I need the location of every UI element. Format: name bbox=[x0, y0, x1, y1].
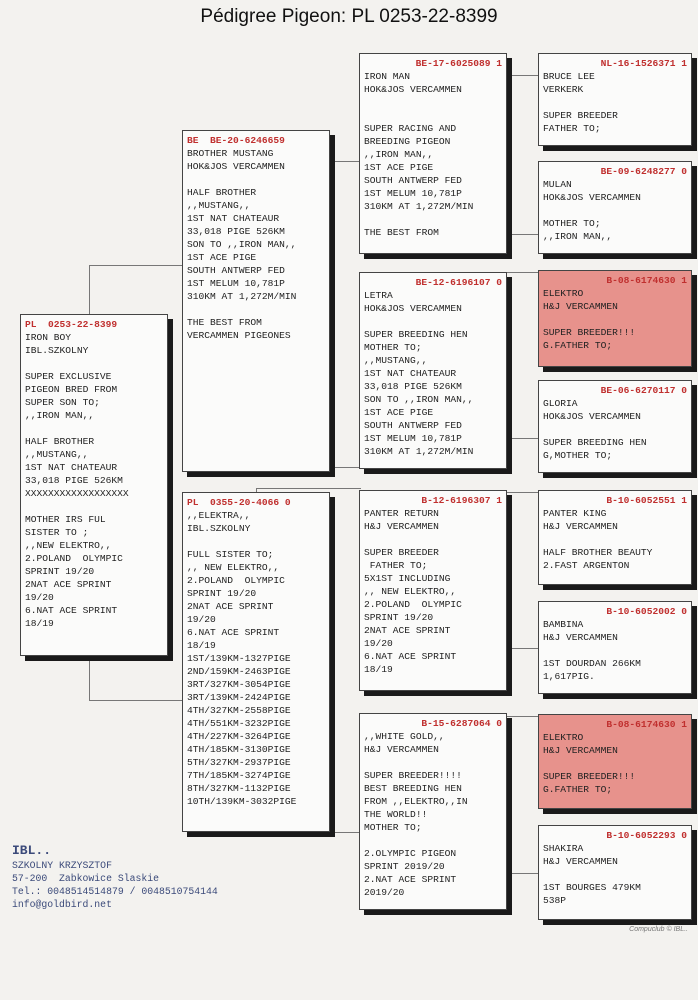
card-text-line bbox=[25, 500, 163, 513]
card-text-line: G,MOTHER TO; bbox=[543, 450, 613, 461]
card-text-line: 18/19 bbox=[364, 664, 393, 675]
card-text-line: 7TH/185KM-3274PIGE bbox=[187, 770, 291, 781]
card-text-line: 4TH/327KM-2558PIGE bbox=[187, 705, 291, 716]
card-text-line: IBL.SZKOLNY bbox=[187, 523, 251, 534]
card-lines bbox=[543, 842, 687, 907]
card-text-line bbox=[187, 303, 325, 316]
card-lines bbox=[543, 178, 687, 243]
card-text-line: MOTHER TO; bbox=[364, 822, 422, 833]
card-text-line: 6.NAT ACE SPRINT bbox=[25, 605, 118, 616]
card-text-line: SPRINT 2019/20 bbox=[364, 861, 445, 872]
card-text-line bbox=[364, 109, 502, 122]
ring-number: B-10-6052002 0 bbox=[606, 606, 687, 617]
card-lines bbox=[364, 507, 502, 676]
page-title: Pédigree Pigeon: PL 0253-22-8399 bbox=[200, 6, 498, 27]
ring-number: B-08-6174630 1 bbox=[606, 275, 687, 286]
card-text-line: 2.FAST ARGENTON bbox=[543, 560, 630, 571]
card-text-line: BEST BREEDING HEN bbox=[364, 783, 462, 794]
card-text-line bbox=[543, 423, 687, 436]
card-text-line: HOK&JOS VERCAMMEN bbox=[543, 411, 641, 422]
card-text-line bbox=[25, 357, 163, 370]
pigeon-card-dam-dam bbox=[359, 713, 507, 910]
card-text-line bbox=[543, 204, 687, 217]
pigeon-card-sire-dam bbox=[359, 272, 507, 469]
card-text-line: 10TH/139KM-3032PIGE bbox=[187, 796, 297, 807]
card-text-line: 1ST ACE PIGE bbox=[364, 407, 434, 418]
card-text-line: FATHER TO; bbox=[543, 123, 601, 134]
card-text-line: 4TH/227KM-3264PIGE bbox=[187, 731, 291, 742]
card-text-line: HALF BROTHER bbox=[187, 187, 257, 198]
card-text-line: H&J VERCAMMEN bbox=[364, 744, 439, 755]
ring-number: PL 0253-22-8399 bbox=[25, 319, 118, 330]
card-text-line: THE BEST FROM bbox=[187, 317, 262, 328]
card-text-line: 310KM AT 1,272M/MIN bbox=[187, 291, 297, 302]
card-text-line: SUPER SON TO; bbox=[25, 397, 100, 408]
card-lines bbox=[543, 287, 687, 352]
card-text-line: IRON MAN bbox=[364, 71, 411, 82]
card-text-line: 18/19 bbox=[25, 618, 54, 629]
card-text-line: HALF BROTHER BEAUTY bbox=[543, 547, 653, 558]
card-text-line: BAMBINA bbox=[543, 619, 584, 630]
card-text-line: 310KM AT 1,272M/MIN bbox=[364, 446, 474, 457]
card-text-line: H&J VERCAMMEN bbox=[543, 856, 618, 867]
card-text-line: 1ST MELUM 10,781P bbox=[364, 433, 462, 444]
card-text-line: BROTHER MUSTANG bbox=[187, 148, 274, 159]
card-text-line: SUPER BREEDER bbox=[543, 110, 618, 121]
card-text-line: SZKOLNY KRZYSZTOF bbox=[12, 860, 112, 871]
card-text-line: VERCAMMEN PIGEONES bbox=[187, 330, 291, 341]
card-text-line: 19/20 bbox=[364, 638, 393, 649]
card-text-line: 4TH/551KM-3232PIGE bbox=[187, 718, 291, 729]
card-text-line: H&J VERCAMMEN bbox=[543, 745, 618, 756]
card-text-line: H&J VERCAMMEN bbox=[543, 521, 618, 532]
ring-number: BE-12-6196107 0 bbox=[415, 277, 502, 288]
card-text-line: LETRA bbox=[364, 290, 393, 301]
card-text-line: MOTHER TO; bbox=[543, 218, 601, 229]
card-text-line bbox=[364, 834, 502, 847]
pigeon-card-sds bbox=[538, 270, 692, 367]
card-text-line: HALF BROTHER bbox=[25, 436, 95, 447]
card-text-line: ,,MUSTANG,, bbox=[364, 355, 428, 366]
card-text-line: 1ST BOURGES 479KM bbox=[543, 882, 641, 893]
pigeon-card-ddd bbox=[538, 825, 692, 920]
card-lines bbox=[25, 331, 163, 630]
card-text-line: SUPER EXCLUSIVE bbox=[25, 371, 112, 382]
card-text-line: 1,617PIG. bbox=[543, 671, 595, 682]
card-text-line: PIGEON BRED FROM bbox=[25, 384, 118, 395]
pigeon-card-main bbox=[20, 314, 168, 656]
card-text-line: 5TH/327KM-2937PIGE bbox=[187, 757, 291, 768]
card-text-line: ,,IRON MAN,, bbox=[543, 231, 613, 242]
card-text-line: info@goldbird.net bbox=[12, 899, 112, 910]
ring-number: BE-06-6270117 0 bbox=[600, 385, 687, 396]
card-text-line: 5X1ST INCLUDING bbox=[364, 573, 451, 584]
card-text-line: SON TO ,,IRON MAN,, bbox=[187, 239, 297, 250]
card-text-line: 2ND/159KM-2463PIGE bbox=[187, 666, 291, 677]
card-text-line bbox=[543, 96, 687, 109]
ring-number: B-08-6174630 1 bbox=[606, 719, 687, 730]
card-text-line: ,,IRON MAN,, bbox=[364, 149, 434, 160]
card-text-line: 2.POLAND OLYMPIC bbox=[364, 599, 462, 610]
card-text-line: ,,ELEKTRA,, bbox=[187, 510, 251, 521]
pigeon-card-sire bbox=[182, 130, 330, 472]
card-text-line: ,,MUSTANG,, bbox=[187, 200, 251, 211]
card-text-line: ELEKTRO bbox=[543, 732, 584, 743]
card-text-line: 19/20 bbox=[25, 592, 54, 603]
card-text-line bbox=[543, 868, 687, 881]
card-text-line: 4TH/185KM-3130PIGE bbox=[187, 744, 291, 755]
pigeon-card-dss bbox=[538, 490, 692, 585]
card-text-line: SUPER BREEDER!!! bbox=[543, 771, 636, 782]
card-lines bbox=[187, 509, 325, 808]
card-text-line: 1ST DOURDAN 266KM bbox=[543, 658, 641, 669]
ring-number: B-15-6287064 0 bbox=[421, 718, 502, 729]
card-text-line: ,,MUSTANG,, bbox=[25, 449, 89, 460]
card-lines bbox=[543, 507, 687, 572]
ring-number: BE-09-6248277 0 bbox=[600, 166, 687, 177]
card-text-line: 33,018 PIGE 526KM bbox=[187, 226, 285, 237]
card-text-line bbox=[364, 315, 502, 328]
card-text-line: 1ST MELUM 10,781P bbox=[187, 278, 285, 289]
card-text-line: G.FATHER TO; bbox=[543, 784, 613, 795]
card-text-line: 6.NAT ACE SPRINT bbox=[364, 651, 457, 662]
card-text-line: PANTER RETURN bbox=[364, 508, 439, 519]
card-text-line: PANTER KING bbox=[543, 508, 607, 519]
card-text-line: IBL.SZKOLNY bbox=[25, 345, 89, 356]
card-text-line: 57-200 Zabkowice Slaskie bbox=[12, 873, 159, 884]
card-text-line: SOUTH ANTWERP FED bbox=[364, 420, 462, 431]
card-text-line: HOK&JOS VERCAMMEN bbox=[364, 303, 462, 314]
card-text-line: HOK&JOS VERCAMMEN bbox=[364, 84, 462, 95]
card-text-line: 3RT/327KM-3054PIGE bbox=[187, 679, 291, 690]
pigeon-card-sire-sire bbox=[359, 53, 507, 254]
card-text-line: SON TO ,,IRON MAN,, bbox=[364, 394, 474, 405]
card-text-line: ELEKTRO bbox=[543, 288, 584, 299]
ring-number: NL-16-1526371 1 bbox=[600, 58, 687, 69]
card-text-line: GLORIA bbox=[543, 398, 578, 409]
card-text-line: ,, NEW ELEKTRO,, bbox=[187, 562, 280, 573]
breeder-contact bbox=[12, 843, 218, 911]
card-text-line: SUPER BREEDER bbox=[364, 547, 439, 558]
ring-number: BE-17-6025089 1 bbox=[415, 58, 502, 69]
pigeon-card-dds bbox=[538, 714, 692, 809]
card-text-line: G.FATHER TO; bbox=[543, 340, 613, 351]
card-text-line: BREEDING PIGEON bbox=[364, 136, 451, 147]
card-lines bbox=[187, 147, 325, 342]
card-lines bbox=[364, 730, 502, 899]
card-text-line: THE BEST FROM bbox=[364, 227, 439, 238]
card-text-line: 33,018 PIGE 526KM bbox=[25, 475, 123, 486]
card-text-line: SUPER BREEDER!!! bbox=[543, 327, 636, 338]
breeder-brand: IBL.. bbox=[12, 843, 52, 858]
card-text-line: SPRINT 19/20 bbox=[25, 566, 95, 577]
pigeon-card-dam bbox=[182, 492, 330, 832]
card-text-line: ,,WHITE GOLD,, bbox=[364, 731, 445, 742]
card-text-line: MOTHER TO; bbox=[364, 342, 422, 353]
card-text-line: BRUCE LEE bbox=[543, 71, 595, 82]
card-text-line: 1ST NAT CHATEAUR bbox=[187, 213, 280, 224]
card-text-line bbox=[25, 422, 163, 435]
pigeon-card-sdd bbox=[538, 380, 692, 473]
card-text-line bbox=[364, 756, 502, 769]
pigeon-card-dsd bbox=[538, 601, 692, 694]
contact-lines bbox=[12, 859, 218, 911]
card-text-line: 1ST MELUM 10,781P bbox=[364, 188, 462, 199]
card-text-line: SUPER BREEDER!!!! bbox=[364, 770, 462, 781]
card-text-line: 2.POLAND OLYMPIC bbox=[25, 553, 123, 564]
card-lines bbox=[364, 70, 502, 239]
card-text-line: FROM ,,ELEKTRO,,IN bbox=[364, 796, 468, 807]
card-text-line: VERKERK bbox=[543, 84, 584, 95]
card-text-line: SOUTH ANTWERP FED bbox=[187, 265, 285, 276]
card-text-line: 18/19 bbox=[187, 640, 216, 651]
card-text-line: 1ST NAT CHATEAUR bbox=[364, 368, 457, 379]
card-text-line: H&J VERCAMMEN bbox=[543, 632, 618, 643]
card-text-line bbox=[187, 173, 325, 186]
pigeon-card-dam-sire bbox=[359, 490, 507, 691]
card-text-line: 538P bbox=[543, 895, 567, 906]
card-text-line: SISTER TO ; bbox=[25, 527, 89, 538]
card-text-line: SPRINT 19/20 bbox=[187, 588, 257, 599]
card-lines bbox=[543, 731, 687, 796]
card-text-line: ,,IRON MAN,, bbox=[25, 410, 95, 421]
card-text-line: MOTHER IRS FUL bbox=[25, 514, 106, 525]
card-text-line: THE WORLD!! bbox=[364, 809, 428, 820]
card-text-line: ,, NEW ELEKTRO,, bbox=[364, 586, 457, 597]
card-text-line: IRON BOY bbox=[25, 332, 72, 343]
card-text-line: 3RT/139KM-2424PIGE bbox=[187, 692, 291, 703]
card-lines bbox=[543, 70, 687, 135]
card-text-line: 19/20 bbox=[187, 614, 216, 625]
card-text-line: 310KM AT 1,272M/MIN bbox=[364, 201, 474, 212]
card-lines bbox=[364, 289, 502, 458]
card-text-line: SUPER BREEDING HEN bbox=[364, 329, 468, 340]
ring-number: PL 0355-20-4066 0 bbox=[187, 497, 291, 508]
card-text-line: 2.POLAND OLYMPIC bbox=[187, 575, 285, 586]
card-text-line: SUPER BREEDING HEN bbox=[543, 437, 647, 448]
card-text-line: 33,018 PIGE 526KM bbox=[364, 381, 462, 392]
card-text-line: SHAKIRA bbox=[543, 843, 584, 854]
software-credit: Compuclub © IBL.. bbox=[629, 926, 688, 933]
card-text-line: 1ST ACE PIGE bbox=[187, 252, 257, 263]
card-text-line bbox=[187, 535, 325, 548]
card-text-line: HOK&JOS VERCAMMEN bbox=[187, 161, 285, 172]
card-text-line: ,,NEW ELEKTRO,, bbox=[25, 540, 112, 551]
card-text-line: SPRINT 19/20 bbox=[364, 612, 434, 623]
card-text-line: 8TH/327KM-1132PIGE bbox=[187, 783, 291, 794]
card-text-line: 2NAT ACE SPRINT bbox=[25, 579, 112, 590]
card-text-line bbox=[543, 313, 687, 326]
card-text-line: Tel.: 0048514514879 / 0048510754144 bbox=[12, 886, 218, 897]
card-text-line: 1ST NAT CHATEAUR bbox=[25, 462, 118, 473]
card-lines bbox=[543, 397, 687, 462]
card-text-line bbox=[364, 533, 502, 546]
card-text-line: MULAN bbox=[543, 179, 572, 190]
card-text-line: 2NAT ACE SPRINT bbox=[364, 625, 451, 636]
card-text-line bbox=[543, 644, 687, 657]
card-text-line: 2.NAT ACE SPRINT bbox=[364, 874, 457, 885]
card-text-line bbox=[364, 96, 502, 109]
pigeon-card-sss bbox=[538, 53, 692, 146]
ring-number: BE BE-20-6246659 bbox=[187, 135, 285, 146]
card-text-line: 2.OLYMPIC PIGEON bbox=[364, 848, 457, 859]
card-text-line: 2019/20 bbox=[364, 887, 405, 898]
card-text-line: 1ST/139KM-1327PIGE bbox=[187, 653, 291, 664]
connector bbox=[89, 265, 185, 316]
card-text-line: XXXXXXXXXXXXXXXXXX bbox=[25, 488, 129, 499]
card-text-line bbox=[364, 213, 502, 226]
card-text-line: 2NAT ACE SPRINT bbox=[187, 601, 274, 612]
ring-number: B-10-6052551 1 bbox=[606, 495, 687, 506]
card-text-line: 1ST ACE PIGE bbox=[364, 162, 434, 173]
card-text-line bbox=[543, 757, 687, 770]
card-text-line: H&J VERCAMMEN bbox=[543, 301, 618, 312]
card-text-line: FATHER TO; bbox=[364, 560, 428, 571]
card-text-line: FULL SISTER TO; bbox=[187, 549, 274, 560]
card-text-line bbox=[543, 533, 687, 546]
card-text-line: 6.NAT ACE SPRINT bbox=[187, 627, 280, 638]
ring-number: B-12-6196307 1 bbox=[421, 495, 502, 506]
ring-number: B-10-6052293 0 bbox=[606, 830, 687, 841]
pigeon-card-ssd bbox=[538, 161, 692, 254]
connector bbox=[89, 655, 185, 701]
card-text-line: HOK&JOS VERCAMMEN bbox=[543, 192, 641, 203]
card-text-line: H&J VERCAMMEN bbox=[364, 521, 439, 532]
card-text-line: SUPER RACING AND bbox=[364, 123, 457, 134]
card-text-line: SOUTH ANTWERP FED bbox=[364, 175, 462, 186]
card-lines bbox=[543, 618, 687, 683]
